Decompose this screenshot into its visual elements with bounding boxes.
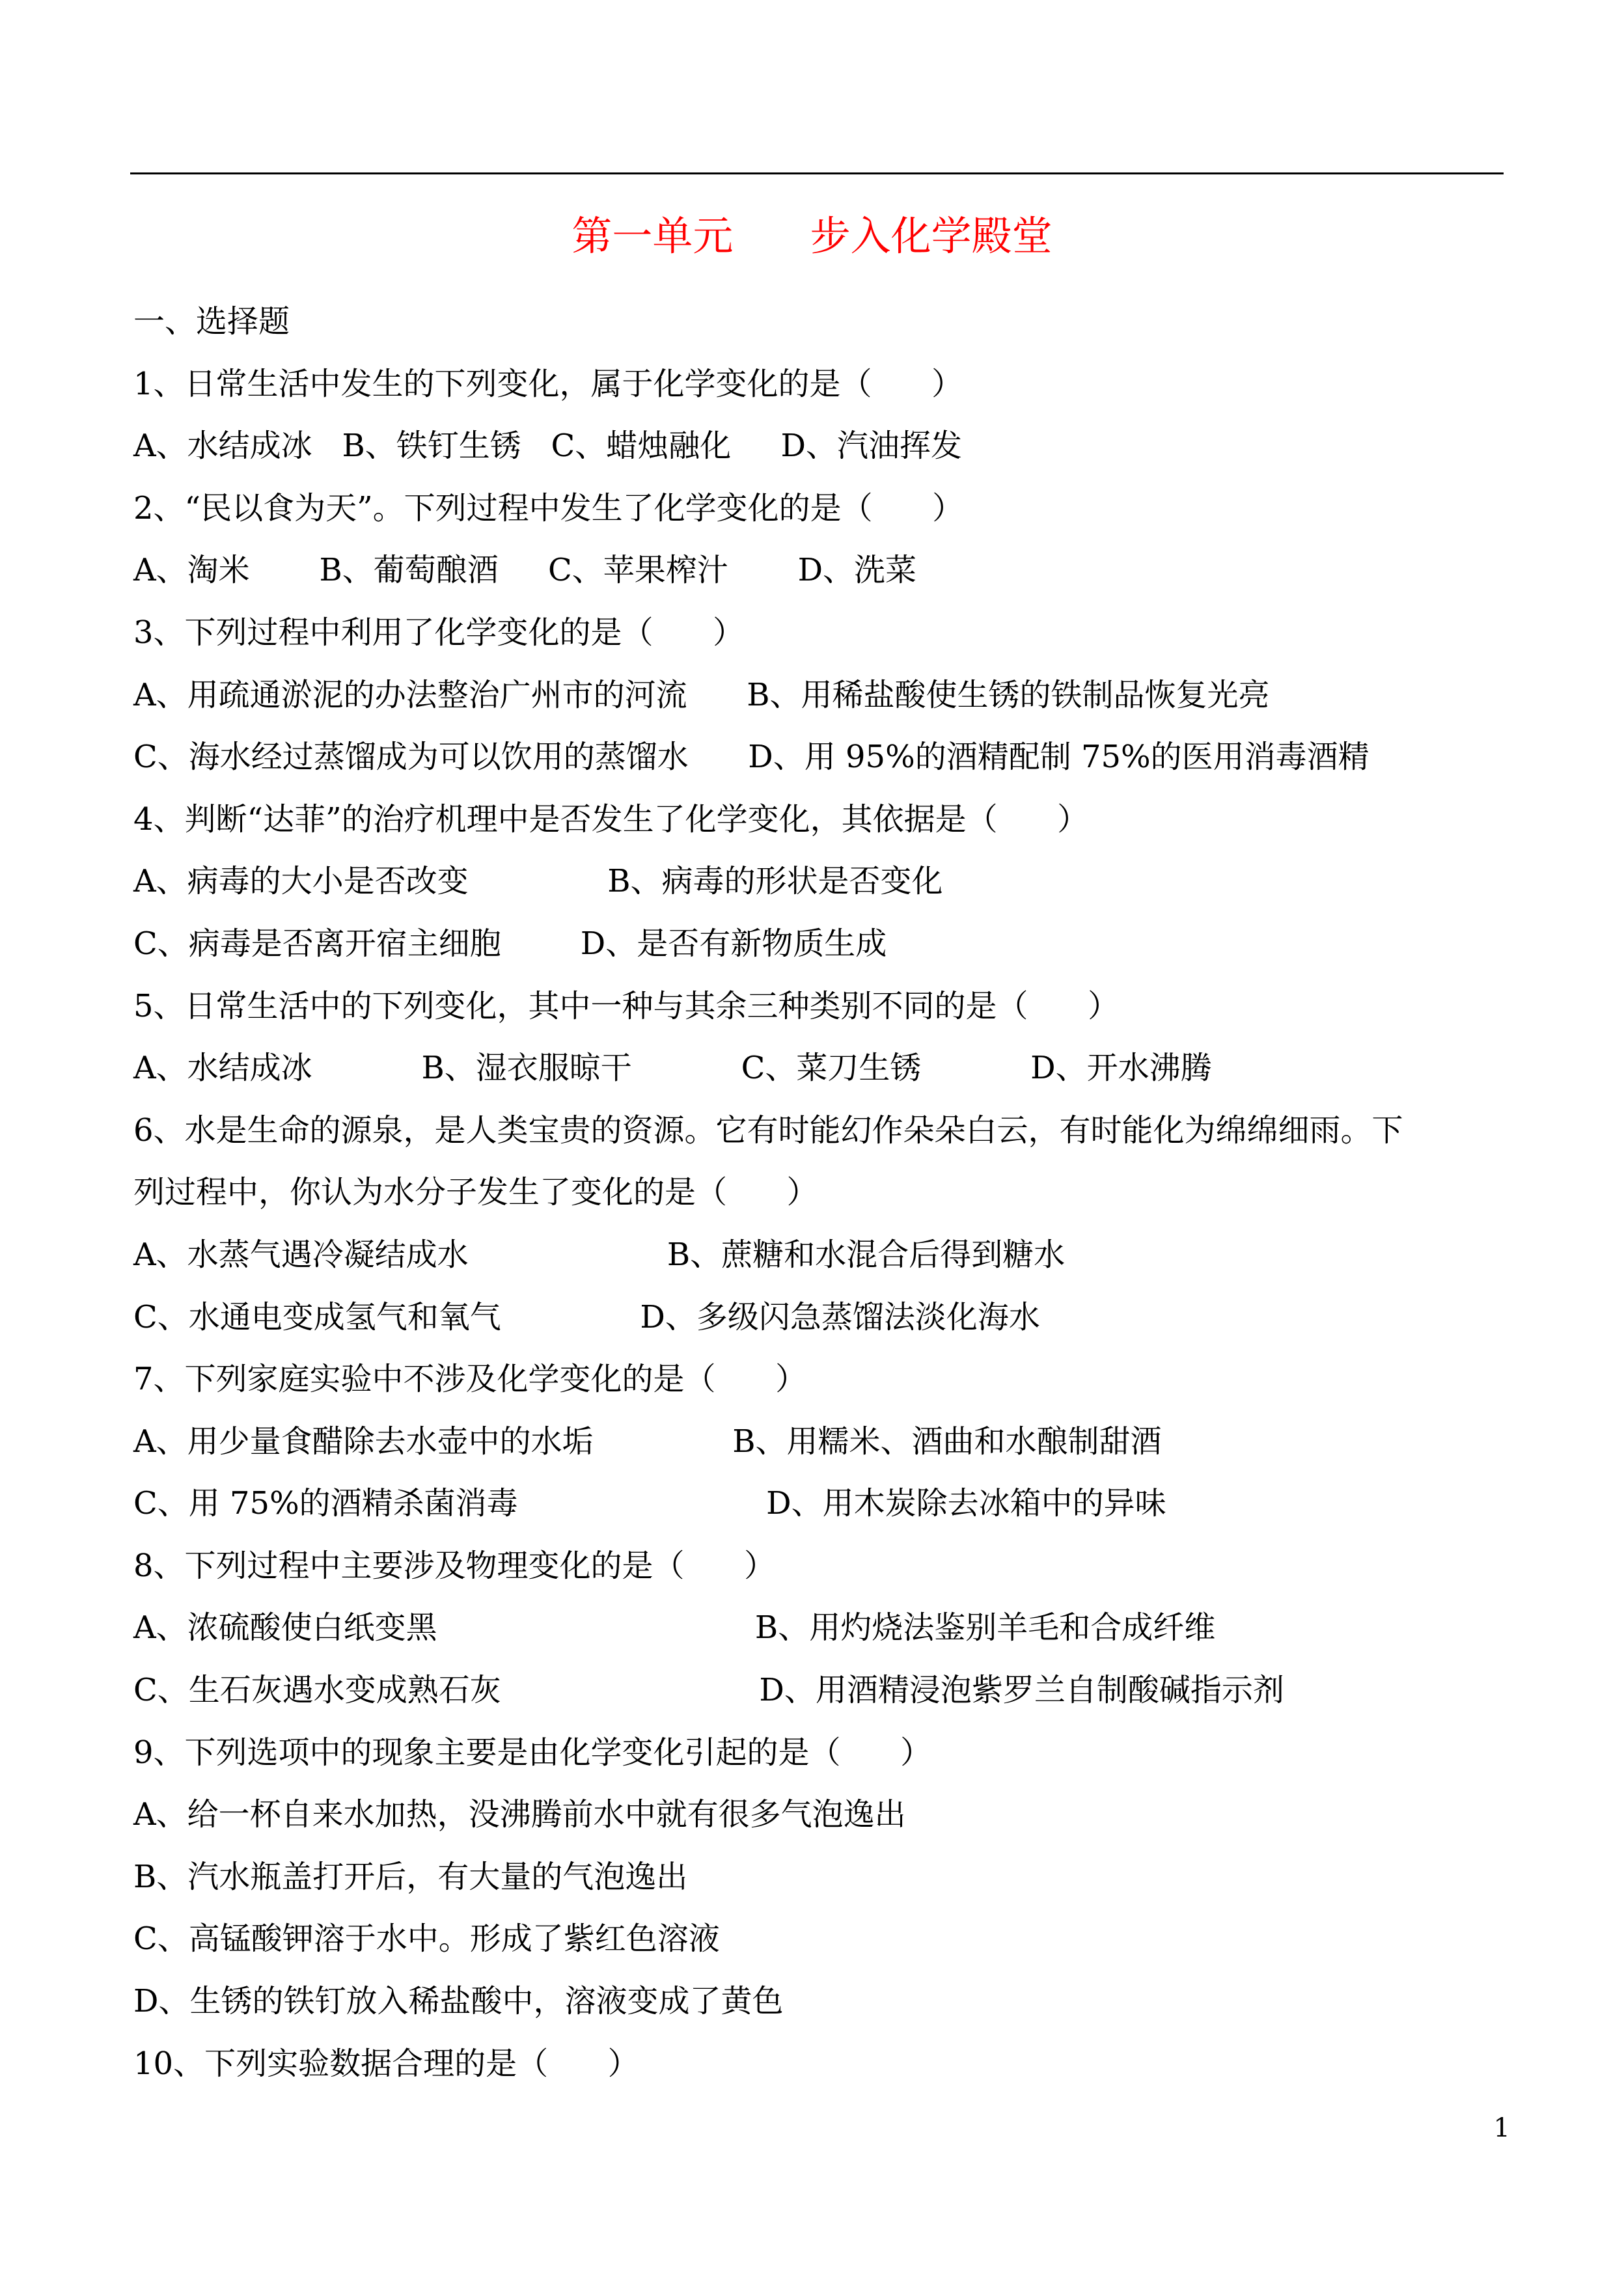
question-6-options-cd: C、水通电变成氢气和氧气 D、多级闪急蒸馏法淡化海水 <box>133 1298 1040 1335</box>
question-9-option-c: C、高锰酸钾溶于水中。形成了紫红色溶液 <box>133 1920 720 1958</box>
question-content <box>133 291 1507 2095</box>
question-8: 8、下列过程中主要涉及物理变化的是（ ） <box>133 1547 776 1584</box>
question-1: 1、日常生活中发生的下列变化，属于化学变化的是（ ） <box>133 365 963 402</box>
question-5-options: A、水结成冰 B、湿衣服晾干 C、菜刀生锈 D、开水沸腾 <box>133 1050 1212 1087</box>
question-9: 9、下列选项中的现象主要是由化学变化引起的是（ ） <box>133 1734 932 1771</box>
question-4: 4、判断“达菲”的治疗机理中是否发生了化学变化，其依据是（ ） <box>133 800 1089 838</box>
question-4-options-cd: C、病毒是否离开宿主细胞 D、是否有新物质生成 <box>133 925 887 962</box>
question-8-options-cd: C、生石灰遇水变成熟石灰 D、用酒精浸泡紫罗兰自制酸碱指示剂 <box>133 1672 1284 1709</box>
question-9-option-a: A、给一杯自来水加热，没沸腾前水中就有很多气泡逸出 <box>133 1796 906 1833</box>
question-2: 2、“民以食为天”。下列过程中发生了化学变化的是（ ） <box>133 489 964 526</box>
header-rule <box>130 172 1504 174</box>
question-6-options-ab: A、水蒸气遇冷凝结成水 B、蔗糖和水混合后得到糖水 <box>133 1236 1066 1273</box>
question-7-options-ab: A、用少量食醋除去水壶中的水垢 B、用糯米、酒曲和水酿制甜酒 <box>133 1423 1162 1460</box>
question-9-option-d: D、生锈的铁钉放入稀盐酸中，溶液变成了黄色 <box>133 1983 784 2020</box>
question-1-options: A、水结成冰 B、铁钉生锈 C、蜡烛融化 D、汽油挥发 <box>133 428 962 465</box>
question-7-options-cd: C、用 75%的酒精杀菌消毒 D、用木炭除去冰箱中的异味 <box>133 1485 1166 1522</box>
question-10: 10、下列实验数据合理的是（ ） <box>133 2045 639 2082</box>
page-title: 第一单元 步入化学殿堂 <box>571 212 1053 260</box>
question-2-options: A、淘米 B、葡萄酿酒 C、苹果榨汁 D、洗菜 <box>133 552 917 589</box>
question-5: 5、日常生活中的下列变化，其中一种与其余三种类别不同的是（ ） <box>133 987 1120 1024</box>
question-3-options-cd: C、海水经过蒸馏成为可以饮用的蒸馏水 D、用 95%的酒精配制 75%的医用消毒酒精 <box>133 739 1369 776</box>
question-8-options-ab: A、浓硫酸使白纸变黑 B、用灼烧法鉴别羊毛和合成纤维 <box>133 1609 1216 1647</box>
question-7: 7、下列家庭实验中不涉及化学变化的是（ ） <box>133 1361 807 1398</box>
question-6-line-2: 列过程中，你认为水分子发生了变化的是（ ） <box>133 1174 818 1211</box>
question-9-option-b: B、汽水瓶盖打开后，有大量的气泡逸出 <box>133 1858 688 1895</box>
page-number: 1 <box>1493 2113 1510 2143</box>
question-3-options-ab: A、用疏通淤泥的办法整治广州市的河流 B、用稀盐酸使生锈的铁制品恢复光亮 <box>133 676 1270 713</box>
question-6-line-1: 6、水是生命的源泉，是人类宝贵的资源。它有时能幻作朵朵白云，有时能化为绵绵细雨。下 <box>133 1112 1403 1149</box>
question-4-options-ab: A、病毒的大小是否改变 B、病毒的形状是否变化 <box>133 863 943 900</box>
question-3: 3、下列过程中利用了化学变化的是（ ） <box>133 614 745 651</box>
section-heading: 一、选择题 <box>133 303 290 340</box>
